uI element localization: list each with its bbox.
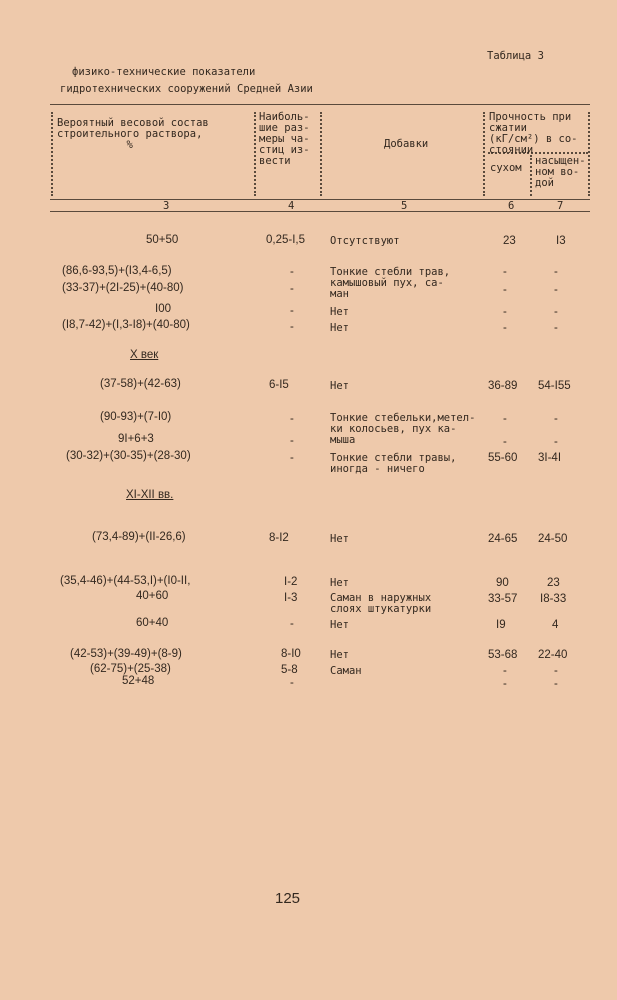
cell-dry: - (503, 284, 507, 296)
cell-composition: 40+60 (136, 590, 169, 602)
col-separator (51, 112, 53, 196)
col-number-3: 3 (163, 200, 170, 212)
cell-additives: Отсутствуют (330, 235, 400, 247)
cell-dry: 90 (496, 577, 509, 589)
cell-saturated: 54-I55 (538, 380, 571, 392)
cell-composition: (42-53)+(39-49)+(8-9) (70, 648, 182, 660)
col-separator (588, 112, 590, 196)
cell-additives: Тонкие стебли травы, иногда - ничего (330, 452, 457, 475)
header-top-rule (50, 104, 590, 105)
col-separator (320, 112, 322, 196)
cell-additives: Нет (330, 322, 349, 334)
header-dry: сухом (490, 162, 522, 174)
cell-additives: Нет (330, 577, 349, 589)
cell-dry: - (503, 322, 507, 334)
cell-composition: 50+50 (146, 234, 179, 246)
col-number-6: 6 (508, 200, 515, 212)
cell-saturated: - (554, 266, 558, 278)
page-number: 125 (275, 890, 301, 907)
cell-saturated: - (554, 284, 558, 296)
cell-particle-size: - (290, 266, 294, 278)
header-composition: Вероятный весовой состав строительного раствора, % (57, 117, 209, 151)
cell-saturated: - (554, 322, 558, 334)
cell-additives: Нет (330, 306, 349, 318)
cell-additives: Тонкие стебли трав, камышовый пух, са- ман (330, 266, 451, 300)
cell-dry: I9 (496, 619, 506, 631)
cell-saturated: - (554, 306, 558, 318)
header-strength: Прочность при сжатии (кГ/см²) в со- стоянии (489, 111, 578, 156)
cell-dry: 33-57 (488, 593, 518, 605)
table-title-line2: гидротехнических сооружений Средней Азии (60, 83, 313, 95)
table-label: Таблица 3 (487, 50, 544, 62)
cell-particle-size: I-2 (284, 576, 298, 588)
section-heading: XI-XII вв. (126, 489, 174, 501)
header-particle-size: Наиболь- шие раз- меры ча- стиц из- вести (259, 111, 310, 167)
cell-composition: (86,6-93,5)+(I3,4-6,5) (62, 265, 172, 277)
cell-dry: 53-68 (488, 649, 518, 661)
cell-composition: I00 (155, 303, 171, 315)
cell-dry: 23 (503, 235, 516, 247)
cell-additives: Тонкие стебельки,метел- ки колосьев, пух ка- мыша (330, 412, 476, 446)
cell-composition: (73,4-89)+(II-26,6) (92, 531, 186, 543)
cell-saturated: 22-40 (538, 649, 568, 661)
cell-dry: 24-65 (488, 533, 518, 545)
cell-particle-size: - (290, 305, 294, 317)
cell-particle-size: - (290, 618, 294, 630)
table-title-line1: физико-технические показатели (72, 66, 256, 78)
cell-additives: Нет (330, 533, 349, 545)
cell-dry: - (503, 306, 507, 318)
cell-particle-size: 0,25-I,5 (266, 234, 305, 246)
cell-saturated: I3 (556, 235, 566, 247)
cell-composition: (90-93)+(7-I0) (100, 411, 172, 423)
cell-particle-size: 8-I0 (281, 648, 301, 660)
cell-dry: - (503, 413, 507, 425)
col-number-7: 7 (557, 200, 564, 212)
cell-particle-size: I-3 (284, 592, 298, 604)
cell-particle-size: 8-I2 (269, 532, 289, 544)
col-separator (483, 112, 485, 196)
cell-saturated: - (554, 678, 558, 690)
cell-composition: (35,4-46)+(44-53,I)+(I0-II, (60, 575, 191, 587)
cell-saturated: I8-33 (540, 593, 567, 605)
cell-particle-size: - (290, 435, 294, 447)
col-separator (530, 155, 532, 196)
cell-saturated: - (554, 436, 558, 448)
cell-additives: Саман в наружных слоях штукатурки (330, 592, 432, 615)
cell-composition: (30-32)+(30-35)+(28-30) (66, 450, 191, 462)
section-heading: X век (130, 349, 159, 361)
cell-additives: Нет (330, 649, 349, 661)
cell-composition: 60+40 (136, 617, 169, 629)
cell-composition: (37-58)+(42-63) (100, 378, 181, 390)
cell-saturated: 4 (552, 619, 559, 631)
cell-particle-size: - (290, 283, 294, 295)
cell-saturated: 3I-4I (538, 452, 562, 464)
cell-composition: (33-37)+(2I-25)+(40-80) (62, 282, 184, 294)
cell-particle-size: - (290, 413, 294, 425)
cell-dry: 55-60 (488, 452, 518, 464)
cell-particle-size: - (290, 677, 294, 689)
cell-composition: (I8,7-42)+(I,3-I8)+(40-80) (62, 319, 190, 331)
cell-saturated: - (554, 665, 558, 677)
cell-particle-size: 6-I5 (269, 379, 289, 391)
cell-dry: 36-89 (488, 380, 518, 392)
col-number-5: 5 (401, 200, 408, 212)
cell-particle-size: 5-8 (281, 664, 298, 676)
cell-composition: 52+48 (122, 675, 155, 687)
cell-particle-size: - (290, 452, 294, 464)
cell-dry: - (503, 678, 507, 690)
cell-additives: Саман (330, 665, 362, 677)
cell-saturated: 24-50 (538, 533, 568, 545)
cell-saturated: 23 (547, 577, 560, 589)
col-number-4: 4 (288, 200, 295, 212)
cell-dry: - (503, 436, 507, 448)
cell-dry: - (503, 266, 507, 278)
cell-composition: 9I+6+3 (118, 433, 154, 445)
cell-dry: - (503, 665, 507, 677)
cell-additives: Нет (330, 619, 349, 631)
header-additives: Добавки (384, 138, 429, 150)
header-saturated: насыщен- ном во- дой (535, 155, 586, 189)
cell-additives: Нет (330, 380, 349, 392)
cell-particle-size: - (290, 321, 294, 333)
col-separator (254, 112, 256, 196)
cell-composition: (62-75)+(25-38) (90, 663, 171, 675)
cell-saturated: - (554, 413, 558, 425)
